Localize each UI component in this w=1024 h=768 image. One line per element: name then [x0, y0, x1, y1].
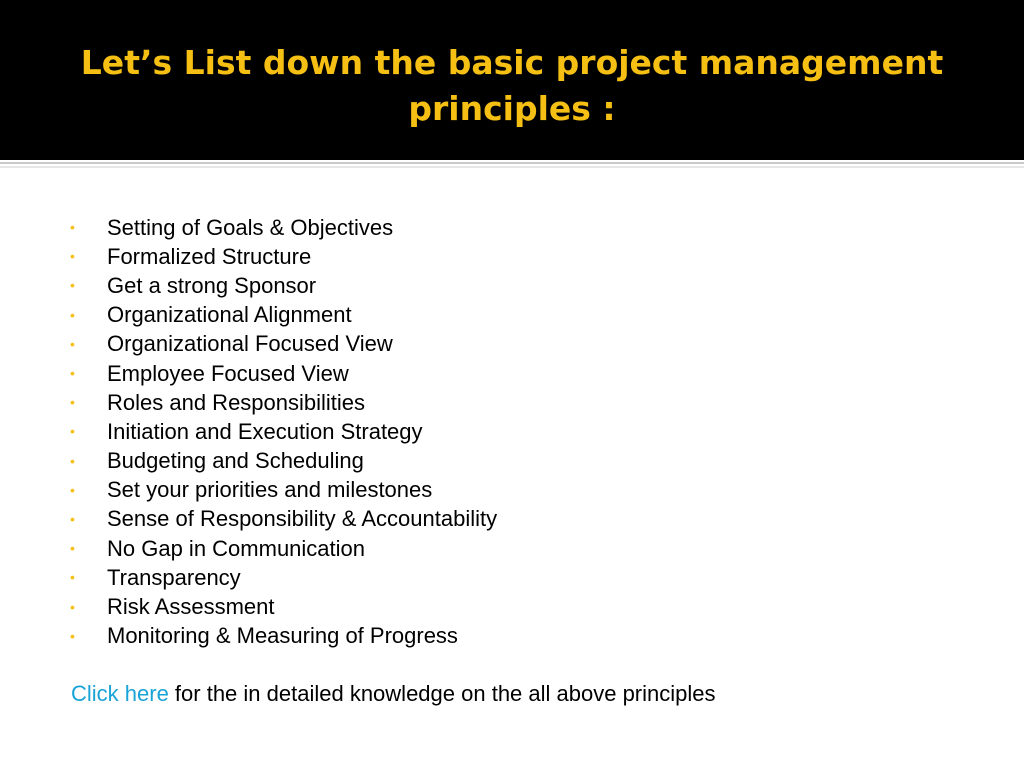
bullet-label: Roles and Responsibilities — [107, 389, 366, 415]
bullet-dot-icon: • — [70, 569, 75, 586]
bullet-item — [70, 417, 497, 446]
bullet-label: Sense of Responsibility & Accountability — [107, 506, 498, 532]
title-header-band — [0, 0, 1024, 160]
header-divider — [0, 162, 1024, 164]
click-here-link[interactable]: Click here — [71, 681, 169, 706]
bullet-item — [70, 301, 497, 330]
slide-title: Let’s List down the basic project management principles : — [80, 43, 944, 128]
bullet-item — [70, 388, 497, 417]
bullet-item — [70, 330, 497, 359]
footer-description: for the in detailed knowledge on the all above principles — [168, 681, 716, 706]
bullet-dot-icon: • — [70, 248, 75, 265]
bullet-label: Setting of Goals & Objectives — [107, 214, 394, 240]
bullet-label: Monitoring & Measuring of Progress — [107, 623, 458, 649]
bullet-dot-icon: • — [70, 277, 75, 294]
bullet-dot-icon: • — [70, 335, 75, 352]
bullet-item — [70, 213, 497, 242]
bullet-label: Budgeting and Scheduling — [107, 448, 364, 474]
bullet-label: Transparency — [107, 564, 241, 590]
bullet-item — [70, 563, 497, 592]
footer-text — [71, 681, 716, 707]
bullet-item — [70, 534, 497, 563]
bullet-item — [70, 476, 497, 505]
bullet-dot-icon: • — [70, 540, 75, 557]
bullet-label: Organizational Focused View — [107, 331, 393, 357]
bullet-dot-icon: • — [70, 394, 75, 411]
bullet-dot-icon: • — [70, 365, 75, 382]
bullet-item — [70, 622, 497, 651]
bullet-label: Set your priorities and milestones — [107, 477, 433, 503]
bullet-item — [70, 447, 497, 476]
bullet-dot-icon: • — [70, 627, 75, 644]
bullet-dot-icon: • — [70, 423, 75, 440]
bullet-label: Risk Assessment — [107, 594, 275, 620]
bullet-item — [70, 505, 497, 534]
bullet-item — [70, 592, 497, 621]
bullet-label: No Gap in Communication — [107, 535, 366, 561]
bullet-dot-icon: • — [70, 306, 75, 323]
bullet-item — [70, 359, 497, 388]
bullet-label: Formalized Structure — [107, 243, 312, 269]
bullet-label: Employee Focused View — [107, 360, 349, 386]
bullet-item — [70, 242, 497, 271]
header-divider-shadow — [0, 166, 1024, 168]
bullet-dot-icon: • — [70, 598, 75, 615]
bullet-label: Initiation and Execution Strategy — [107, 418, 423, 444]
bullet-label: Get a strong Sponsor — [107, 272, 317, 298]
bullet-dot-icon: • — [70, 219, 75, 236]
bullet-dot-icon: • — [70, 481, 75, 498]
bullet-dot-icon: • — [70, 510, 75, 527]
principles-bullet-list — [70, 213, 497, 651]
bullet-label: Organizational Alignment — [107, 302, 352, 328]
bullet-dot-icon: • — [70, 452, 75, 469]
bullet-item — [70, 271, 497, 300]
